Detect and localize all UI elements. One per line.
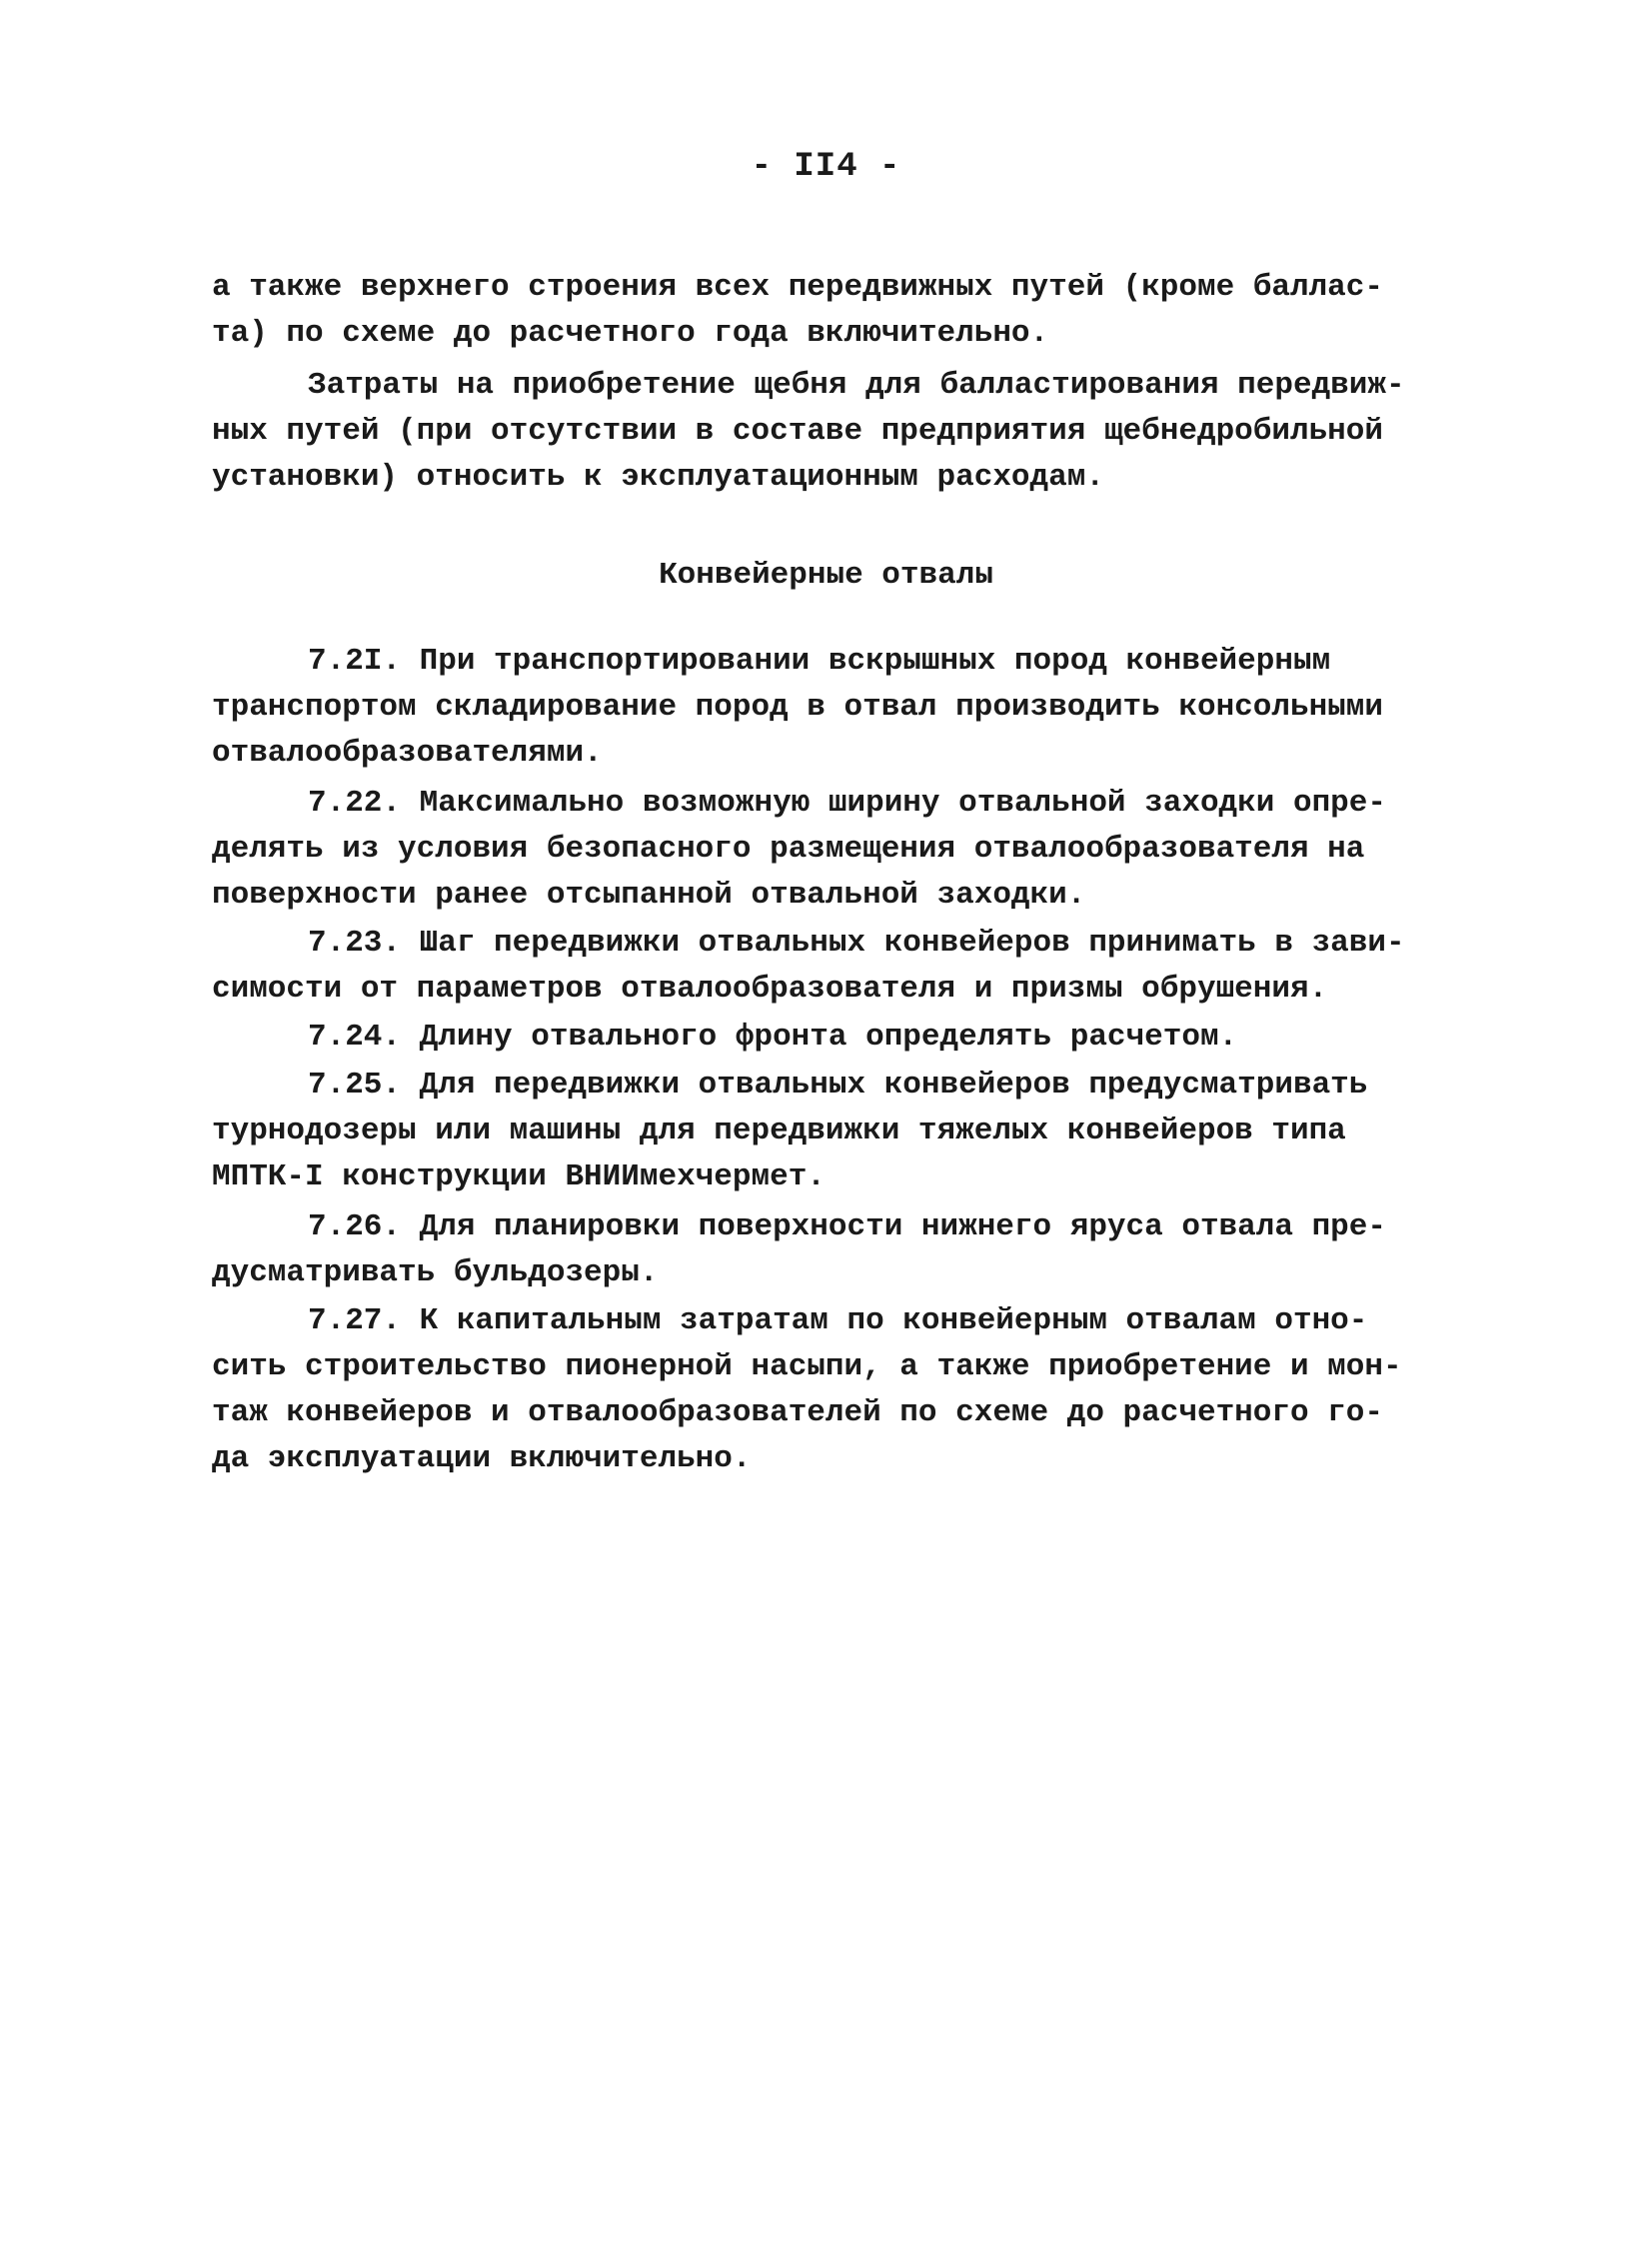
text-line: 7.2I. При транспортировании вскрышных пород конвейерным bbox=[308, 644, 1331, 679]
text-line: 7.23. Шаг передвижки отвальных конвейеров принимать в зави- bbox=[308, 926, 1405, 961]
text-line: установки) относить к эксплуатационным расходам. bbox=[212, 460, 1104, 495]
text-line: транспортом складирование пород в отвал производить консольными bbox=[212, 690, 1383, 725]
text-line: 7.24. Длину отвального фронта определять расчетом. bbox=[308, 1020, 1238, 1055]
text-line: сить строительство пионерной насыпи, а также приобретение и мон- bbox=[212, 1349, 1402, 1384]
text-line: 7.22. Максимально возможную ширину отвальной заходки опре- bbox=[308, 786, 1386, 821]
text-line: ных путей (при отсутствии в составе предприятия щебнедробильной bbox=[212, 414, 1383, 449]
text-line: таж конвейеров и отвалообразователей по схеме до расчетного го- bbox=[212, 1395, 1383, 1430]
page-number: - II4 - bbox=[751, 148, 901, 186]
text-line: а также верхнего строения всех передвижных путей (кроме баллас- bbox=[212, 270, 1383, 305]
text-line: 7.25. Для передвижки отвальных конвейеров предусматривать bbox=[308, 1068, 1368, 1103]
text-line: отвалообразователями. bbox=[212, 736, 603, 771]
text-line: дусматривать бульдозеры. bbox=[212, 1255, 659, 1290]
text-line: делять из условия безопасного размещения отвалообразователя на bbox=[212, 832, 1365, 867]
text-line: 7.26. Для планировки поверхности нижнего яруса отвала пре- bbox=[308, 1209, 1386, 1244]
text-line: 7.27. К капитальным затратам по конвейерным отвалам отно- bbox=[308, 1303, 1368, 1338]
text-line: да эксплуатации включительно. bbox=[212, 1441, 752, 1476]
text-line: та) по схеме до расчетного года включительно. bbox=[212, 316, 1049, 351]
text-line: поверхности ранее отсыпанной отвальной заходки. bbox=[212, 878, 1086, 913]
text-line: симости от параметров отвалообразователя и призмы обрушения. bbox=[212, 972, 1328, 1007]
text-line: Затраты на приобретение щебня для балластирования передвиж- bbox=[308, 368, 1405, 403]
text-line: МПТК-I конструкции ВНИИмехчермет. bbox=[212, 1159, 826, 1194]
text-line: турнодозеры или машины для передвижки тяжелых конвейеров типа bbox=[212, 1114, 1346, 1148]
section-heading: Конвейерные отвалы bbox=[659, 558, 993, 593]
